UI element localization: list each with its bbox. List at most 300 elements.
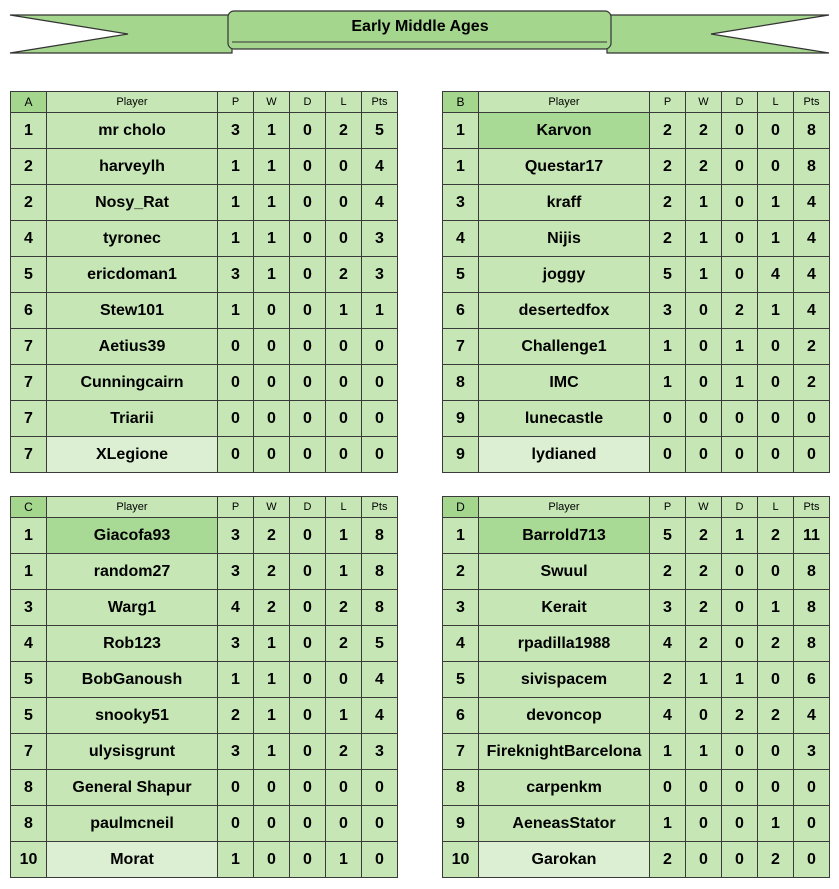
- table-row: [11, 437, 398, 473]
- header-lost: L: [758, 92, 794, 113]
- rank-cell: 1: [443, 149, 479, 185]
- points-cell: 4: [362, 149, 398, 185]
- points-cell: 4: [794, 293, 830, 329]
- points-cell: 8: [362, 590, 398, 626]
- lost-cell: 0: [758, 662, 794, 698]
- table-row: [11, 590, 398, 626]
- won-cell: 1: [254, 113, 290, 149]
- won-cell: 2: [254, 518, 290, 554]
- rank-cell: 9: [443, 806, 479, 842]
- drawn-cell: 0: [722, 113, 758, 149]
- drawn-cell: 2: [722, 698, 758, 734]
- table-row: [443, 734, 830, 770]
- table-row: [443, 401, 830, 437]
- lost-cell: 1: [326, 518, 362, 554]
- player-name: ericdoman1: [47, 257, 218, 293]
- lost-cell: 0: [326, 662, 362, 698]
- points-cell: 11: [794, 518, 830, 554]
- table-row: [443, 365, 830, 401]
- played-cell: 0: [218, 770, 254, 806]
- played-cell: 3: [650, 590, 686, 626]
- header-row: [11, 92, 398, 113]
- points-cell: 8: [794, 149, 830, 185]
- won-cell: 0: [686, 365, 722, 401]
- points-cell: 0: [362, 770, 398, 806]
- drawn-cell: 0: [290, 293, 326, 329]
- points-cell: 6: [794, 662, 830, 698]
- played-cell: 5: [650, 518, 686, 554]
- played-cell: 1: [218, 293, 254, 329]
- won-cell: 1: [254, 734, 290, 770]
- points-cell: 0: [362, 401, 398, 437]
- rank-cell: 9: [443, 437, 479, 473]
- won-cell: 0: [254, 329, 290, 365]
- played-cell: 2: [218, 698, 254, 734]
- lost-cell: 0: [758, 401, 794, 437]
- drawn-cell: 0: [290, 365, 326, 401]
- table-row: [11, 149, 398, 185]
- lost-cell: 0: [758, 149, 794, 185]
- table-row: [443, 662, 830, 698]
- player-name: General Shapur: [47, 770, 218, 806]
- played-cell: 0: [218, 806, 254, 842]
- table-row: [443, 590, 830, 626]
- won-cell: 2: [686, 554, 722, 590]
- lost-cell: 0: [326, 185, 362, 221]
- rank-cell: 7: [443, 734, 479, 770]
- played-cell: 2: [650, 662, 686, 698]
- won-cell: 2: [686, 626, 722, 662]
- points-cell: 8: [794, 626, 830, 662]
- rank-cell: 6: [443, 698, 479, 734]
- table-row: [443, 113, 830, 149]
- rank-cell: 7: [11, 329, 47, 365]
- points-cell: 0: [794, 806, 830, 842]
- player-name: Aetius39: [47, 329, 218, 365]
- player-name: Nijis: [479, 221, 650, 257]
- player-name: lydianed: [479, 437, 650, 473]
- won-cell: 0: [254, 806, 290, 842]
- drawn-cell: 0: [290, 842, 326, 878]
- rank-cell: 4: [11, 221, 47, 257]
- points-cell: 0: [362, 329, 398, 365]
- table-row: [443, 842, 830, 878]
- group-letter: B: [443, 92, 479, 113]
- played-cell: 1: [218, 662, 254, 698]
- played-cell: 2: [650, 149, 686, 185]
- player-name: Morat: [47, 842, 218, 878]
- drawn-cell: 0: [722, 149, 758, 185]
- played-cell: 3: [218, 113, 254, 149]
- header-lost: L: [326, 497, 362, 518]
- rank-cell: 5: [443, 662, 479, 698]
- drawn-cell: 0: [722, 221, 758, 257]
- won-cell: 1: [686, 221, 722, 257]
- header-points: Pts: [794, 497, 830, 518]
- player-name: ulysisgrunt: [47, 734, 218, 770]
- lost-cell: 1: [758, 293, 794, 329]
- header-played: P: [650, 497, 686, 518]
- table-row: [443, 329, 830, 365]
- player-name: AeneasStator: [479, 806, 650, 842]
- header-drawn: D: [290, 497, 326, 518]
- table-row: [11, 554, 398, 590]
- points-cell: 2: [794, 365, 830, 401]
- table-row: [443, 770, 830, 806]
- player-name: IMC: [479, 365, 650, 401]
- points-cell: 4: [362, 662, 398, 698]
- table-row: [11, 626, 398, 662]
- rank-cell: 10: [11, 842, 47, 878]
- won-cell: 0: [686, 329, 722, 365]
- points-cell: 5: [362, 626, 398, 662]
- lost-cell: 2: [758, 698, 794, 734]
- player-name: Kerait: [479, 590, 650, 626]
- lost-cell: 0: [758, 734, 794, 770]
- played-cell: 3: [650, 293, 686, 329]
- header-points: Pts: [362, 92, 398, 113]
- header-player: Player: [479, 92, 650, 113]
- played-cell: 1: [218, 221, 254, 257]
- table-row: [11, 113, 398, 149]
- lost-cell: 4: [758, 257, 794, 293]
- lost-cell: 2: [326, 626, 362, 662]
- header-player: Player: [47, 497, 218, 518]
- header-points: Pts: [794, 92, 830, 113]
- rank-cell: 4: [11, 626, 47, 662]
- played-cell: 3: [218, 734, 254, 770]
- table-row: [11, 329, 398, 365]
- lost-cell: 2: [758, 842, 794, 878]
- played-cell: 1: [650, 806, 686, 842]
- player-name: harveylh: [47, 149, 218, 185]
- won-cell: 0: [686, 401, 722, 437]
- drawn-cell: 1: [722, 329, 758, 365]
- player-name: Warg1: [47, 590, 218, 626]
- won-cell: 0: [686, 842, 722, 878]
- rank-cell: 1: [11, 518, 47, 554]
- rank-cell: 8: [443, 365, 479, 401]
- rank-cell: 3: [11, 590, 47, 626]
- drawn-cell: 0: [290, 437, 326, 473]
- rank-cell: 5: [11, 257, 47, 293]
- table-row: [11, 698, 398, 734]
- played-cell: 0: [218, 365, 254, 401]
- player-name: BobGanoush: [47, 662, 218, 698]
- table-row: [443, 185, 830, 221]
- table-row: [11, 293, 398, 329]
- played-cell: 3: [218, 626, 254, 662]
- table-row: [443, 149, 830, 185]
- won-cell: 1: [254, 257, 290, 293]
- player-name: tyronec: [47, 221, 218, 257]
- points-cell: 0: [362, 365, 398, 401]
- header-drawn: D: [290, 92, 326, 113]
- header-row: [443, 497, 830, 518]
- drawn-cell: 0: [290, 221, 326, 257]
- won-cell: 2: [686, 113, 722, 149]
- drawn-cell: 2: [722, 293, 758, 329]
- played-cell: 2: [650, 221, 686, 257]
- lost-cell: 2: [326, 113, 362, 149]
- player-name: Karvon: [479, 113, 650, 149]
- table-row: [11, 770, 398, 806]
- won-cell: 1: [686, 185, 722, 221]
- lost-cell: 2: [758, 518, 794, 554]
- lost-cell: 0: [326, 221, 362, 257]
- won-cell: 2: [254, 590, 290, 626]
- group-table-d: [442, 496, 830, 878]
- won-cell: 0: [686, 437, 722, 473]
- lost-cell: 1: [326, 554, 362, 590]
- won-cell: 0: [686, 698, 722, 734]
- won-cell: 1: [254, 698, 290, 734]
- drawn-cell: 0: [290, 257, 326, 293]
- rank-cell: 7: [11, 365, 47, 401]
- player-name: rpadilla1988: [479, 626, 650, 662]
- lost-cell: 0: [326, 365, 362, 401]
- points-cell: 1: [362, 293, 398, 329]
- rank-cell: 4: [443, 626, 479, 662]
- played-cell: 0: [218, 437, 254, 473]
- points-cell: 0: [794, 842, 830, 878]
- player-name: snooky51: [47, 698, 218, 734]
- rank-cell: 8: [11, 770, 47, 806]
- rank-cell: 5: [11, 662, 47, 698]
- table-row: [443, 698, 830, 734]
- table-row: [11, 806, 398, 842]
- drawn-cell: 1: [722, 365, 758, 401]
- lost-cell: 0: [758, 770, 794, 806]
- drawn-cell: 0: [722, 770, 758, 806]
- drawn-cell: 0: [722, 590, 758, 626]
- lost-cell: 1: [758, 590, 794, 626]
- drawn-cell: 0: [722, 626, 758, 662]
- won-cell: 1: [254, 626, 290, 662]
- won-cell: 0: [254, 401, 290, 437]
- drawn-cell: 0: [290, 554, 326, 590]
- player-name: Cunningcairn: [47, 365, 218, 401]
- won-cell: 0: [686, 293, 722, 329]
- lost-cell: 1: [758, 185, 794, 221]
- drawn-cell: 0: [722, 185, 758, 221]
- rank-cell: 7: [11, 437, 47, 473]
- lost-cell: 1: [758, 221, 794, 257]
- player-name: desertedfox: [479, 293, 650, 329]
- played-cell: 2: [650, 554, 686, 590]
- drawn-cell: 0: [722, 401, 758, 437]
- lost-cell: 0: [758, 365, 794, 401]
- table-row: [443, 806, 830, 842]
- points-cell: 8: [794, 590, 830, 626]
- player-name: Stew101: [47, 293, 218, 329]
- won-cell: 1: [254, 662, 290, 698]
- rank-cell: 8: [11, 806, 47, 842]
- header-played: P: [218, 92, 254, 113]
- rank-cell: 4: [443, 221, 479, 257]
- played-cell: 0: [650, 437, 686, 473]
- rank-cell: 1: [11, 113, 47, 149]
- points-cell: 0: [362, 806, 398, 842]
- group-letter: D: [443, 497, 479, 518]
- group-letter: C: [11, 497, 47, 518]
- table-row: [11, 257, 398, 293]
- player-name: mr cholo: [47, 113, 218, 149]
- player-name: kraff: [479, 185, 650, 221]
- won-cell: 0: [686, 770, 722, 806]
- drawn-cell: 1: [722, 662, 758, 698]
- table-row: [443, 257, 830, 293]
- header-row: [11, 497, 398, 518]
- table-row: [443, 293, 830, 329]
- played-cell: 0: [650, 401, 686, 437]
- player-name: carpenkm: [479, 770, 650, 806]
- table-row: [443, 518, 830, 554]
- played-cell: 1: [650, 329, 686, 365]
- played-cell: 1: [218, 149, 254, 185]
- points-cell: 4: [362, 185, 398, 221]
- points-cell: 3: [362, 257, 398, 293]
- won-cell: 0: [254, 842, 290, 878]
- header-won: W: [686, 497, 722, 518]
- won-cell: 0: [254, 365, 290, 401]
- won-cell: 2: [686, 149, 722, 185]
- header-played: P: [218, 497, 254, 518]
- drawn-cell: 0: [290, 698, 326, 734]
- lost-cell: 1: [758, 806, 794, 842]
- header-played: P: [650, 92, 686, 113]
- table-row: [11, 518, 398, 554]
- played-cell: 1: [650, 734, 686, 770]
- rank-cell: 5: [11, 698, 47, 734]
- played-cell: 4: [218, 590, 254, 626]
- points-cell: 8: [794, 113, 830, 149]
- lost-cell: 1: [326, 698, 362, 734]
- drawn-cell: 0: [290, 806, 326, 842]
- player-name: Rob123: [47, 626, 218, 662]
- rank-cell: 5: [443, 257, 479, 293]
- lost-cell: 0: [326, 329, 362, 365]
- played-cell: 1: [218, 185, 254, 221]
- drawn-cell: 0: [290, 329, 326, 365]
- won-cell: 1: [686, 257, 722, 293]
- won-cell: 0: [686, 806, 722, 842]
- rank-cell: 8: [443, 770, 479, 806]
- drawn-cell: 0: [290, 590, 326, 626]
- played-cell: 0: [650, 770, 686, 806]
- table-row: [11, 662, 398, 698]
- points-cell: 0: [362, 437, 398, 473]
- player-name: sivispacem: [479, 662, 650, 698]
- lost-cell: 0: [326, 806, 362, 842]
- player-name: random27: [47, 554, 218, 590]
- points-cell: 3: [362, 734, 398, 770]
- played-cell: 4: [650, 698, 686, 734]
- points-cell: 2: [794, 329, 830, 365]
- rank-cell: 3: [443, 590, 479, 626]
- header-won: W: [686, 92, 722, 113]
- drawn-cell: 0: [722, 734, 758, 770]
- points-cell: 4: [794, 698, 830, 734]
- lost-cell: 0: [758, 113, 794, 149]
- rank-cell: 1: [11, 554, 47, 590]
- played-cell: 3: [218, 257, 254, 293]
- table-row: [443, 437, 830, 473]
- won-cell: 1: [686, 734, 722, 770]
- table-row: [443, 554, 830, 590]
- rank-cell: 1: [443, 113, 479, 149]
- played-cell: 0: [218, 329, 254, 365]
- rank-cell: 6: [443, 293, 479, 329]
- drawn-cell: 0: [290, 734, 326, 770]
- lost-cell: 1: [326, 293, 362, 329]
- rank-cell: 1: [443, 518, 479, 554]
- won-cell: 0: [254, 293, 290, 329]
- player-name: Garokan: [479, 842, 650, 878]
- header-player: Player: [479, 497, 650, 518]
- lost-cell: 0: [758, 437, 794, 473]
- table-row: [11, 401, 398, 437]
- won-cell: 1: [686, 662, 722, 698]
- drawn-cell: 0: [290, 626, 326, 662]
- lost-cell: 1: [326, 842, 362, 878]
- table-row: [11, 221, 398, 257]
- header-points: Pts: [362, 497, 398, 518]
- player-name: Nosy_Rat: [47, 185, 218, 221]
- drawn-cell: 0: [722, 257, 758, 293]
- played-cell: 2: [650, 185, 686, 221]
- header-won: W: [254, 92, 290, 113]
- points-cell: 4: [794, 221, 830, 257]
- player-name: Challenge1: [479, 329, 650, 365]
- won-cell: 2: [254, 554, 290, 590]
- table-row: [443, 626, 830, 662]
- points-cell: 4: [794, 257, 830, 293]
- rank-cell: 2: [11, 149, 47, 185]
- rank-cell: 6: [11, 293, 47, 329]
- lost-cell: 0: [326, 401, 362, 437]
- won-cell: 1: [254, 221, 290, 257]
- drawn-cell: 0: [290, 185, 326, 221]
- points-cell: 4: [362, 698, 398, 734]
- player-name: Questar17: [479, 149, 650, 185]
- points-cell: 8: [794, 554, 830, 590]
- played-cell: 5: [650, 257, 686, 293]
- won-cell: 1: [254, 185, 290, 221]
- table-row: [11, 842, 398, 878]
- rank-cell: 7: [11, 401, 47, 437]
- lost-cell: 2: [326, 590, 362, 626]
- rank-cell: 3: [443, 185, 479, 221]
- table-row: [11, 734, 398, 770]
- drawn-cell: 0: [290, 149, 326, 185]
- player-name: lunecastle: [479, 401, 650, 437]
- lost-cell: 2: [758, 626, 794, 662]
- rank-cell: 2: [11, 185, 47, 221]
- points-cell: 0: [794, 770, 830, 806]
- won-cell: 2: [686, 590, 722, 626]
- lost-cell: 0: [758, 554, 794, 590]
- rank-cell: 2: [443, 554, 479, 590]
- played-cell: 2: [650, 842, 686, 878]
- drawn-cell: 0: [722, 842, 758, 878]
- group-table-b: [442, 91, 830, 473]
- lost-cell: 0: [326, 149, 362, 185]
- group-letter: A: [11, 92, 47, 113]
- lost-cell: 0: [758, 329, 794, 365]
- table-row: [443, 221, 830, 257]
- player-name: joggy: [479, 257, 650, 293]
